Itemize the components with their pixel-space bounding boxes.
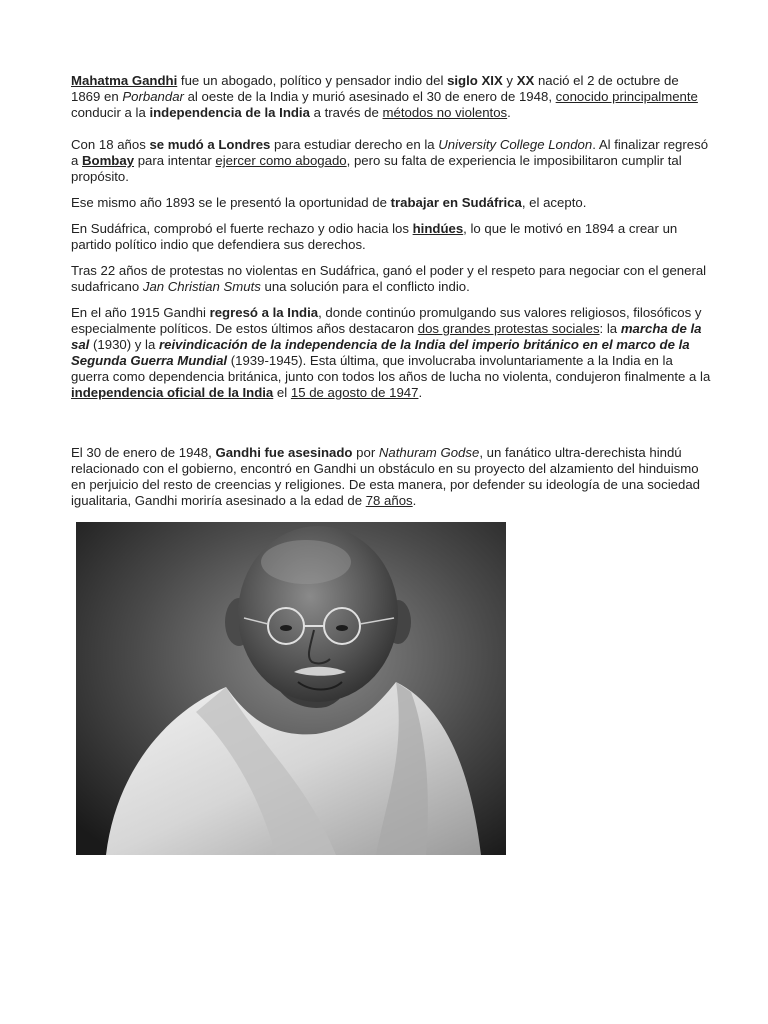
- text-independencia: independencia de la India: [149, 105, 310, 120]
- text: . Al finalizar regresó a: [71, 137, 709, 168]
- paragraph-sudafrica-oportunidad: [71, 195, 711, 211]
- text-gandhi-fue-asesinado: Gandhi fue asesinado: [215, 445, 353, 460]
- text-trabajar-en-sudafrica: trabajar en Sudáfrica: [390, 195, 522, 210]
- text: En el año 1915 Gandhi: [71, 305, 210, 320]
- paragraph-sudafrica-rechazo: [71, 221, 711, 253]
- text-university-college-london: University College London: [438, 137, 593, 152]
- text: : la: [599, 321, 621, 336]
- paragraph-protestas: [71, 263, 711, 295]
- link-metodos-no-violentos[interactable]: métodos no violentos: [382, 105, 508, 120]
- text: En Sudáfrica, comprobó el fuerte rechazo y odio hacia los: [71, 221, 413, 236]
- text: y: [502, 73, 517, 88]
- link-bombay[interactable]: Bombay: [82, 153, 135, 168]
- text-siglo-xix: siglo XIX: [447, 73, 503, 88]
- text-porbandar: Porbandar: [122, 89, 184, 104]
- text: a través de: [309, 105, 383, 120]
- link-conocido-principalmente[interactable]: conocido principalmente: [555, 89, 698, 104]
- text: El 30 de enero de 1948,: [71, 445, 216, 460]
- text: , el acepto.: [521, 195, 587, 210]
- text: al oeste de la India y murió asesinado el 30 de enero de 1948,: [183, 89, 556, 104]
- text-reivindicacion: reivindicación de la independencia de la India del imperio británico en el marco de la Segunda Guerra Mundial: [71, 337, 690, 368]
- link-hindues[interactable]: hindúes: [412, 221, 464, 236]
- text-se-mudo-a-londres: se mudó a Londres: [149, 137, 271, 152]
- paragraph-asesinato: [71, 445, 711, 509]
- text: .: [412, 493, 417, 508]
- link-78-anos[interactable]: 78 años: [365, 493, 413, 508]
- text: (1930) y la: [89, 337, 159, 352]
- text: una solución para el conflicto indio.: [260, 279, 470, 294]
- text: , donde continúo promulgando sus valores religiosos, filosóficos y especialmente políticos. De estos últimos años destacaron: [71, 305, 702, 336]
- link-independencia-oficial[interactable]: independencia oficial de la India: [71, 385, 274, 400]
- text: por: [352, 445, 379, 460]
- text-jan-christian-smuts: Jan Christian Smuts: [142, 279, 261, 294]
- text-nathuram-godse: Nathuram Godse: [378, 445, 480, 460]
- paragraph-intro: [71, 73, 711, 121]
- text-xx: XX: [516, 73, 535, 88]
- text: Con 18 años: [71, 137, 150, 152]
- text: , lo que le motivó en 1894 a crear un partido político indio que defendiera sus derechos.: [71, 221, 678, 252]
- text: .: [507, 105, 511, 120]
- text: fue un abogado, político y pensador indio del: [177, 73, 448, 88]
- gandhi-portrait-photo: [76, 522, 506, 855]
- paragraph-regreso-india: [71, 305, 711, 401]
- text: para estudiar derecho en la: [270, 137, 439, 152]
- text-regreso-a-la-india: regresó a la India: [209, 305, 319, 320]
- text: conducir a la: [71, 105, 150, 120]
- link-ejercer-como-abogado[interactable]: ejercer como abogado: [215, 153, 347, 168]
- text: Tras 22 años de protestas no violentas en Sudáfrica, ganó el poder y el respeto para negociar con el general sudafricano: [71, 263, 707, 294]
- text: para intentar: [134, 153, 216, 168]
- portrait-image: [76, 522, 506, 855]
- text: , pero su falta de experiencia le imposibilitaron cumplir tal propósito.: [71, 153, 682, 184]
- text: el: [273, 385, 291, 400]
- text: nació el 2 de octubre de 1869 en: [71, 73, 679, 104]
- text: .: [418, 385, 423, 400]
- text: (1939-1945). Esta última, que involucraba involuntariamente a la India en la guerra como dependencia británica, junto con todos los años de lucha no violenta, condujeron finalmente a la: [71, 353, 711, 384]
- text-marcha-de-la-sal: marcha de la sal: [71, 321, 702, 352]
- link-mahatma-gandhi[interactable]: Mahatma Gandhi: [71, 73, 178, 88]
- text: , un fanático ultra-derechista hindú relacionado con el gobierno, encontró en Gandhi un obstáculo en su proyecto del alzamiento del hinduismo en perjuicio del resto de creencias y religiones. De esta manera, por defender su ideología de una sociedad igualitaria, Gandhi moriría asesinado a la edad de: [71, 445, 700, 508]
- link-15-de-agosto-de-1947[interactable]: 15 de agosto de 1947: [290, 385, 419, 400]
- paragraph-londres: [71, 137, 711, 185]
- text: Ese mismo año 1893 se le presentó la oportunidad de: [71, 195, 391, 210]
- link-dos-grandes-protestas[interactable]: dos grandes protestas sociales: [417, 321, 600, 336]
